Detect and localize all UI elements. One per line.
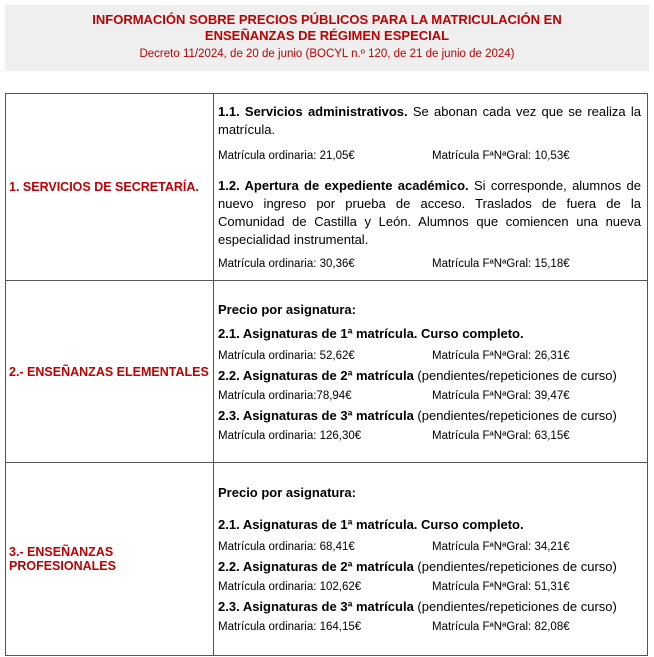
fees-table — [5, 93, 648, 656]
item-title: 2.1. Asignaturas de 1ª matrícula. Curso completo. — [218, 325, 524, 341]
price-row — [218, 349, 641, 363]
price-ordinaria: Matrícula ordinaria: 21,05€ — [218, 150, 355, 162]
price-familia-numerosa: Matrícula FªNªGral: 26,31€ — [432, 349, 570, 362]
section-label: 3.- ENSEÑANZAS PROFESIONALES — [6, 463, 214, 656]
price-row — [218, 620, 641, 634]
item-description — [218, 177, 641, 249]
item-title: 1.2. Apertura de expediente académico. — [218, 178, 469, 193]
price-row — [218, 389, 641, 403]
price-row — [218, 257, 641, 271]
price-familia-numerosa: Matrícula FªNªGral: 34,21€ — [432, 541, 570, 553]
price-row — [218, 580, 641, 594]
section-row-profesionales — [6, 463, 648, 656]
section-row-elementales — [6, 281, 648, 463]
item-description — [218, 558, 641, 576]
price-ordinaria: Matrícula ordinaria: 126,30€ — [218, 429, 362, 442]
item-text: Si corresponde, alumnos de nuevo ingreso por prueba de acceso. Traslados de fuera de la Comunidad de Castilla y León. Alumnos que comiencen una nueva especialidad instrumental. — [218, 178, 641, 247]
item-text: Se abonan cada vez que se realiza la matrícula. — [218, 104, 641, 137]
item-title: 2.2. Asignaturas de 2ª matrícula — [218, 367, 414, 383]
header-decree: Decreto 11/2024, de 20 de junio (BOCYL n.º 120, de 21 de junio de 2024) — [139, 48, 515, 60]
item-title: 2.1. Asignaturas de 1ª matrícula. Curso completo. — [218, 517, 524, 532]
header-title-line1: INFORMACIÓN SOBRE PRECIOS PÚBLICOS PARA LA MATRICULACIÓN EN — [92, 12, 562, 27]
price-ordinaria: Matrícula ordinaria: 68,41€ — [218, 541, 355, 553]
section-content — [214, 463, 648, 656]
item-text: (pendientes/repeticiones de curso) — [413, 367, 617, 383]
item-description — [218, 598, 641, 616]
section-intro: Precio por asignatura: — [218, 301, 356, 317]
item-title: 1.1. Servicios administrativos. — [218, 104, 408, 119]
section-content — [214, 94, 648, 281]
document-header — [5, 5, 649, 71]
item-title: 2.2. Asignaturas de 2ª matrícula — [218, 559, 414, 574]
item-description — [218, 407, 641, 425]
item-description — [218, 367, 641, 385]
price-ordinaria: Matrícula ordinaria: 102,62€ — [218, 581, 362, 593]
price-familia-numerosa: Matrícula FªNªGral: 82,08€ — [432, 621, 570, 633]
item-text: (pendientes/repeticiones de curso) — [413, 407, 617, 423]
price-ordinaria: Matrícula ordinaria: 52,62€ — [218, 349, 355, 362]
item-description — [218, 325, 641, 343]
price-ordinaria: Matrícula ordinaria:78,94€ — [218, 389, 352, 402]
price-familia-numerosa: Matrícula FªNªGral: 63,15€ — [432, 429, 570, 442]
section-content — [214, 281, 648, 463]
section-intro: Precio por asignatura: — [218, 485, 356, 500]
price-familia-numerosa: Matrícula FªNªGral: 15,18€ — [432, 258, 570, 270]
price-ordinaria: Matrícula ordinaria: 30,36€ — [218, 258, 355, 270]
section-label: 2.- ENSEÑANZAS ELEMENTALES — [6, 281, 214, 463]
item-description — [218, 516, 641, 534]
price-familia-numerosa: Matrícula FªNªGral: 51,31€ — [432, 581, 570, 593]
item-title: 2.3. Asignaturas de 3ª matrícula — [218, 407, 414, 423]
price-row — [218, 149, 641, 163]
item-text: (pendientes/repeticiones de curso) — [413, 559, 617, 574]
item-text: (pendientes/repeticiones de curso) — [413, 599, 617, 614]
item-description — [218, 103, 641, 139]
price-row — [218, 429, 641, 443]
header-title-line2: ENSEÑANZAS DE RÉGIMEN ESPECIAL — [204, 28, 450, 43]
section-row-secretaria — [6, 94, 648, 281]
price-row — [218, 540, 641, 554]
price-familia-numerosa: Matrícula FªNªGral: 39,47€ — [432, 389, 570, 402]
price-familia-numerosa: Matrícula FªNªGral: 10,53€ — [432, 150, 570, 162]
price-ordinaria: Matrícula ordinaria: 164,15€ — [218, 621, 362, 633]
item-title: 2.3. Asignaturas de 3ª matrícula — [218, 599, 414, 614]
section-label: 1. SERVICIOS DE SECRETARÍA. — [6, 94, 214, 281]
